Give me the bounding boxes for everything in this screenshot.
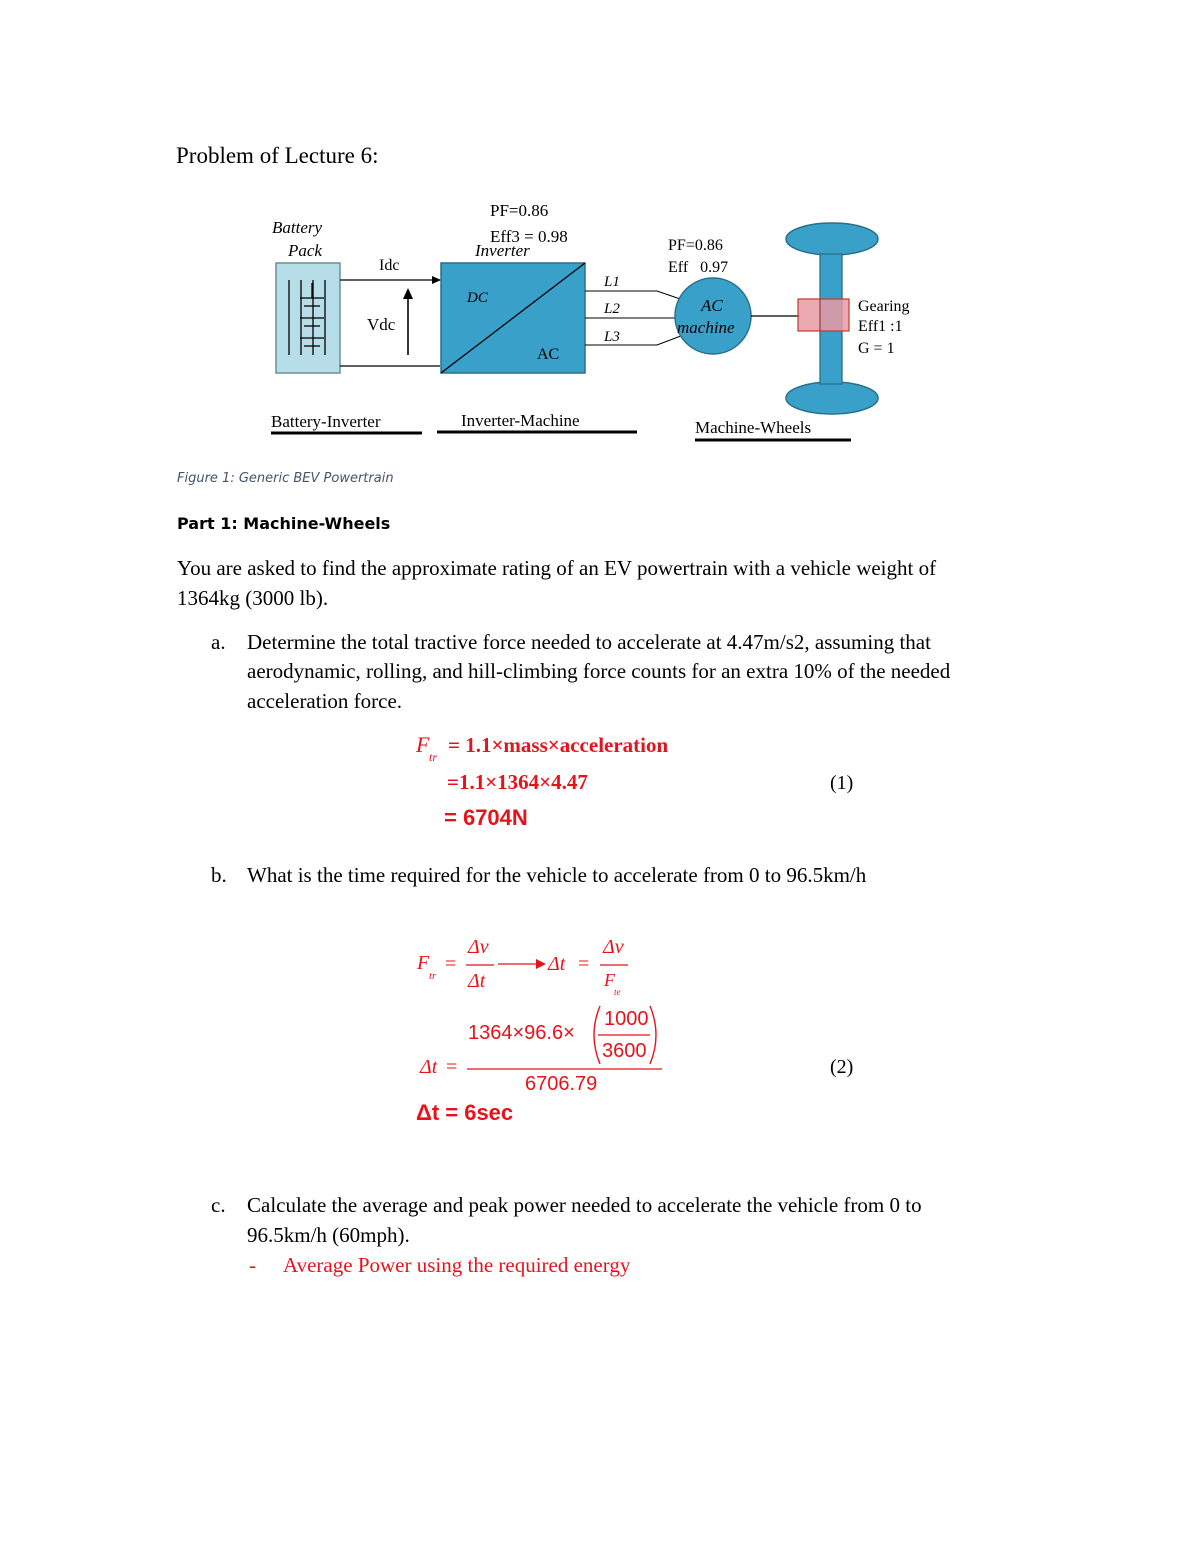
eq2-dt-lhs: Δt <box>548 953 566 975</box>
eq2-number: (2) <box>830 1056 854 1078</box>
intro-line-2: 1364kg (3000 lb). <box>177 586 329 610</box>
eq2-n1000: 1000 <box>604 1008 649 1030</box>
gearing-label: Gearing <box>858 298 910 315</box>
eq1-number: (1) <box>830 772 854 794</box>
phase-l2: L2 <box>604 301 620 317</box>
gearing-g: G = 1 <box>858 340 895 357</box>
inverter-label: Inverter <box>475 241 530 260</box>
battery-label-2: Pack <box>288 241 322 260</box>
question-c-bullet: - <box>249 1253 256 1277</box>
question-c-marker: c. <box>211 1193 226 1217</box>
question-a-marker: a. <box>211 630 226 654</box>
eq2-equals-3: = <box>446 1056 458 1078</box>
segment-machine-wheels: Machine-Wheels <box>695 418 812 437</box>
vdc-label: Vdc <box>367 315 396 334</box>
segment-battery-inverter: Battery-Inverter <box>271 412 381 431</box>
inverter-pf: PF=0.86 <box>490 201 549 220</box>
question-c-line-2: 96.5km/h (60mph). <box>247 1223 410 1247</box>
gearing-eff: Eff1 :1 <box>858 318 903 335</box>
eq2-force-symbol: F <box>417 952 430 974</box>
eq2-force-subscript: tr <box>429 970 437 982</box>
eq2-f-denominator: F <box>604 970 615 990</box>
eq2-dt-main: Δt <box>420 1056 438 1078</box>
eq2-equals-2: = <box>578 953 590 975</box>
figure-caption: Figure 1: Generic BEV Powertrain <box>177 471 394 486</box>
eq1-result: = 6704N <box>444 805 528 830</box>
inverter-eff: Eff3 = 0.98 <box>490 227 568 246</box>
inverter-dc: DC <box>467 290 488 306</box>
eq2-n3600: 3600 <box>602 1040 647 1062</box>
eq2-f-subscript: te <box>614 987 621 997</box>
eq1-line-2: =1.1×1364×4.47 <box>447 770 588 794</box>
eq1-force-symbol: F <box>416 732 430 757</box>
phase-l1: L1 <box>604 274 620 290</box>
eq2-result: Δt = 6sec <box>416 1100 514 1125</box>
question-c-bullet-text: Average Power using the required energy <box>283 1253 631 1277</box>
question-c-line-1: Calculate the average and peak power needed to accelerate the vehicle from 0 to <box>247 1193 922 1217</box>
eq2-denominator: 6706.79 <box>525 1073 598 1095</box>
machine-label: machine <box>677 318 735 337</box>
phase-l3: L3 <box>604 329 620 345</box>
idc-label: Idc <box>379 257 400 274</box>
machine-eff: Eff 0.97 <box>668 259 729 276</box>
machine-ac: AC <box>701 296 723 315</box>
battery-label-1: Battery <box>272 218 323 237</box>
eq2-dv-numerator-2: Δv <box>603 936 624 958</box>
intro-line-1: You are asked to find the approximate rating of an EV powertrain with a vehicle weight of <box>177 556 937 580</box>
question-b-marker: b. <box>211 863 227 887</box>
part-heading: Part 1: Machine-Wheels <box>177 514 391 533</box>
question-a-line-3: acceleration force. <box>247 689 403 713</box>
eq2-equals-1: = <box>445 953 457 975</box>
inverter-ac: AC <box>537 346 560 363</box>
eq2-numerator-text: 1364×96.6× <box>468 1022 575 1044</box>
question-a-line-1: Determine the total tractive force needed to accelerate at 4.47m/s2, assuming that <box>247 630 931 654</box>
question-b-line-1: What is the time required for the vehicle to accelerate from 0 to 96.5km/h <box>247 863 867 887</box>
eq2-dt-denominator: Δt <box>468 970 486 992</box>
machine-pf: PF=0.86 <box>668 237 723 254</box>
page-title: Problem of Lecture 6: <box>176 143 379 168</box>
eq2-dv-numerator: Δv <box>468 936 489 958</box>
segment-inverter-machine: Inverter-Machine <box>461 411 580 430</box>
eq1-force-subscript: tr <box>429 750 438 764</box>
eq1-rhs: = 1.1×mass×acceleration <box>448 733 669 757</box>
question-a-line-2: aerodynamic, rolling, and hill-climbing force counts for an extra 10% of the needed <box>247 659 951 683</box>
